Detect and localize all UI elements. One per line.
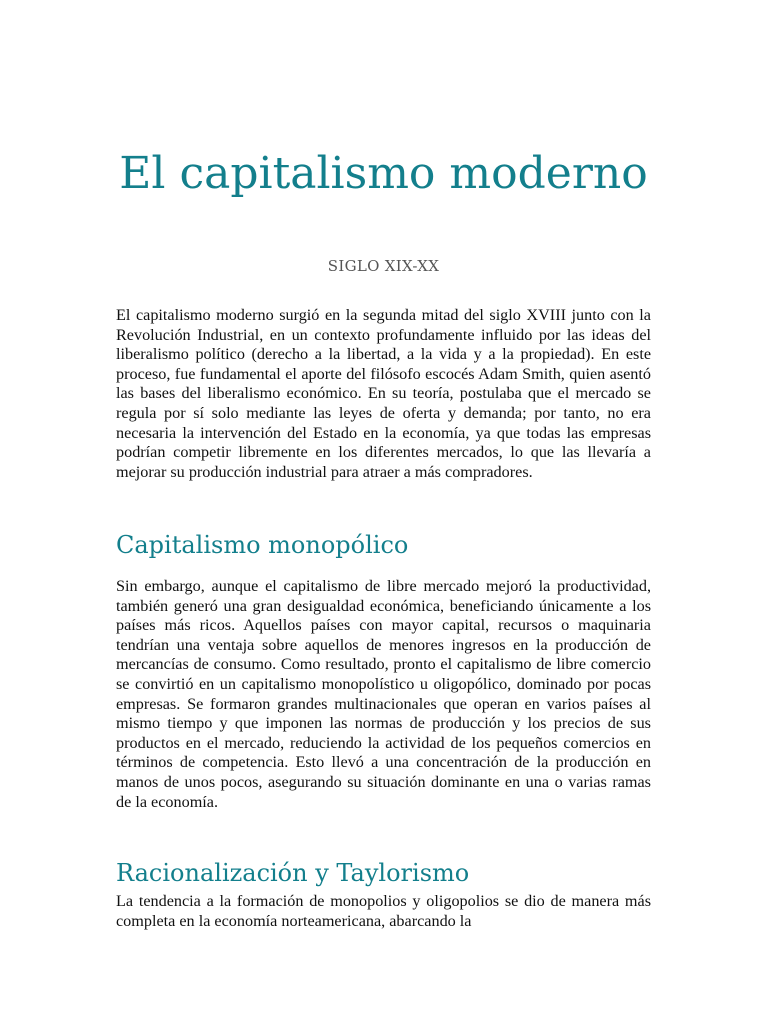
page-subtitle: SIGLO XIX-XX [327,257,440,275]
section-heading-capitalismo-monopolico: Capitalismo monopólico [116,531,409,559]
intro-paragraph: El capitalismo moderno surgió en la segunda mitad del siglo XVIII junto con la Revolución Industrial, en un contexto profundamente influido por las ideas del liberalismo político (derecho a la libertad, a la vida y a la propiedad). En este proceso, fue fundamental el aporte del filósofo escocés Adam Smith, quien asentó las bases del liberalismo económico. En su teoría, postulaba que el mercado se regula por sí solo mediante las leyes de oferta y demanda; por tanto, no era necesaria la intervención del Estado en la economía, ya que todas las empresas podrían competir libremente en los diferentes mercados, lo que las llevaría a mejorar su producción industrial para atraer a más compradores. [116,306,651,481]
page-title: El capitalismo moderno [119,148,648,199]
section-heading-racionalizacion-taylorismo: Racionalización y Taylorismo [116,859,470,887]
section-paragraph-capitalismo-monopolico: Sin embargo, aunque el capitalismo de libre mercado mejoró la productividad, también generó una gran desigualdad económica, beneficiando únicamente a los países más ricos. Aquellos países con mayor capital, recursos o maquinaria tendrían una ventaja sobre aquellos de menores ingresos en la producción de mercancías de consumo. Como resultado, pronto el capitalismo de libre comercio se convirtió en un capitalismo monopolístico u oligopólico, dominado por pocas empresas. Se formaron grandes multinacionales que operan en varios países al mismo tiempo y que imponen las normas de producción y los precios de sus productos en el mercado, reduciendo la actividad de los pequeños comercios en términos de competencia. Esto llevó a una concentración de la producción en manos de unos pocos, asegurando su situación dominante en una o varias ramas de la economía. [116,577,651,811]
section-paragraph-racionalizacion-taylorismo: La tendencia a la formación de monopolios y oligopolios se dio de manera más completa en la economía norteamericana, abarcando la [116,892,651,930]
